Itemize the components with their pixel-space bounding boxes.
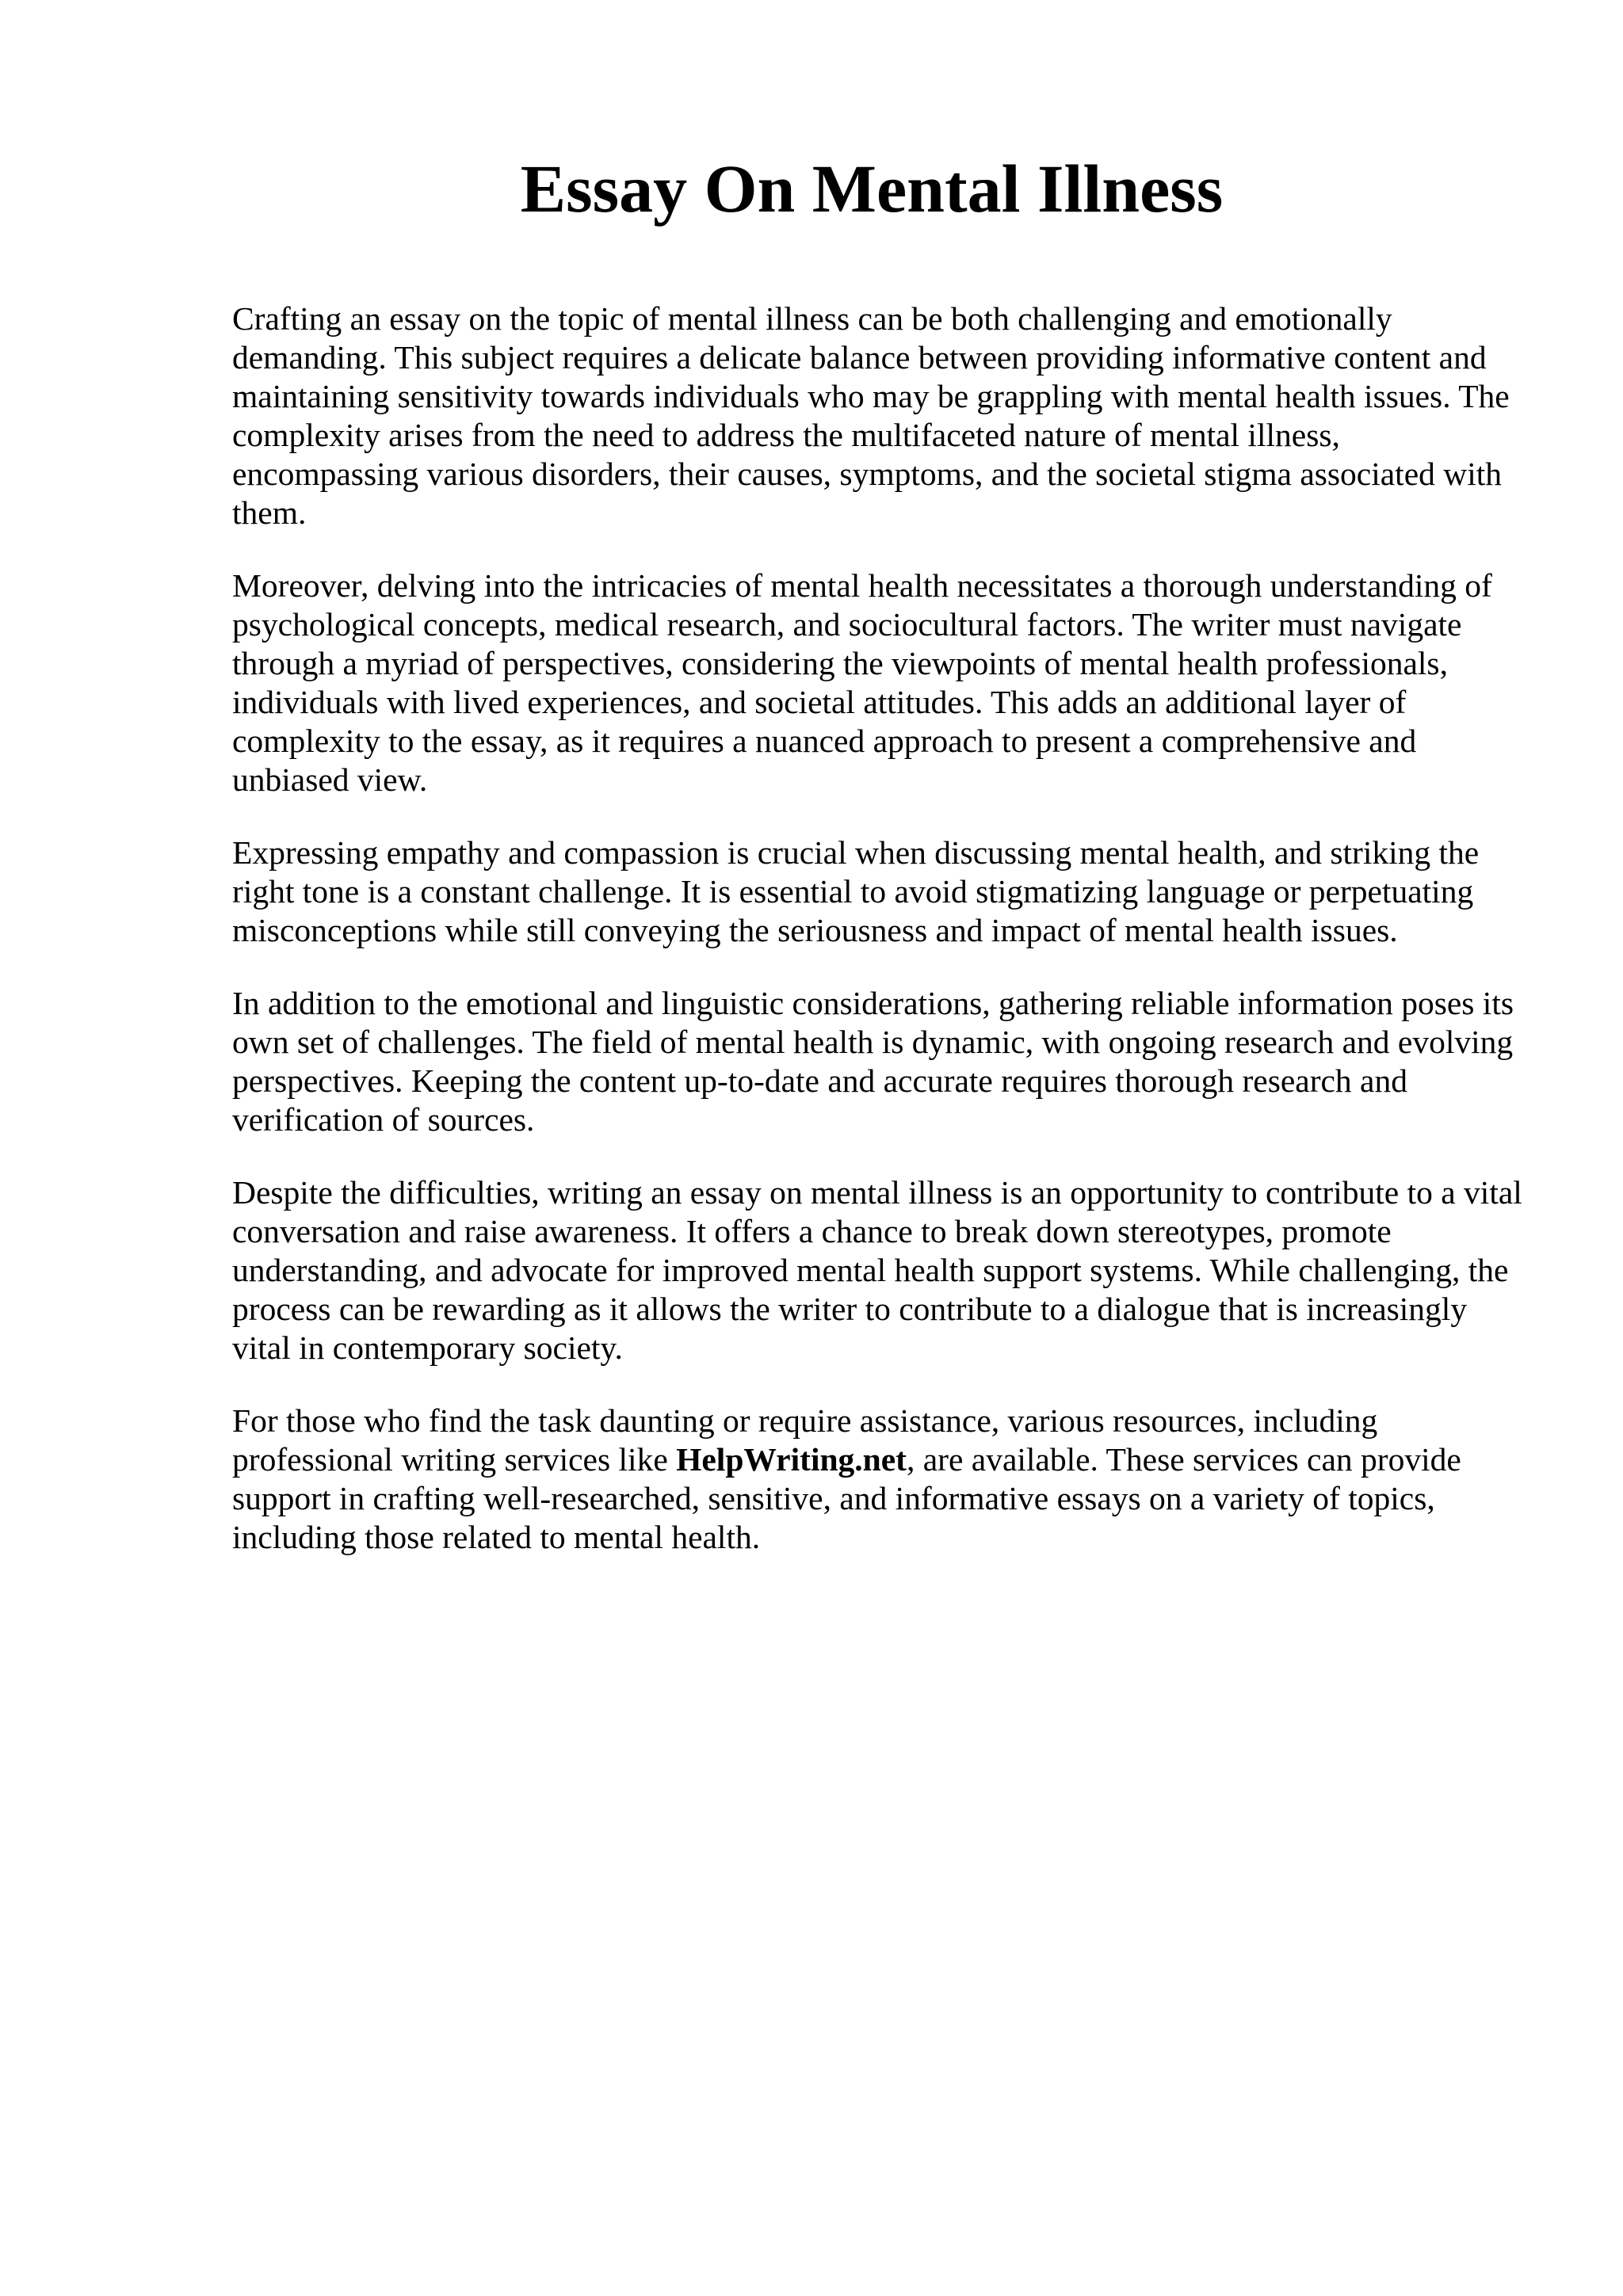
closing-text-before: For those who find the task daunting or require assistance, various resources, including professional writing services like	[232, 1402, 1378, 1478]
brand-name: HelpWriting.net	[676, 1441, 907, 1478]
paragraph-2: Moreover, delving into the intricacies of mental health necessitates a thorough understanding of psychological concepts, medical research, and sociocultural factors. The writer must navigate through a myriad of perspectives, considering the viewpoints of mental health professionals, individuals with lived experiences, and societal attitudes. This adds an additional layer of complexity to the essay, as it requires a nuanced approach to present a comprehensive and unbiased view.	[232, 567, 1492, 798]
paragraph-4: In addition to the emotional and linguistic considerations, gathering reliable information poses its own set of challenges. The field of mental health is dynamic, with ongoing research and evolving perspectives. Keeping the content up-to-date and accurate requires thorough research and verification of sources.	[232, 985, 1514, 1138]
paragraph-6-closing	[232, 1402, 1532, 1557]
paragraph-3: Expressing empathy and compassion is crucial when discussing mental health, and striking the right tone is a constant challenge. It is essential to avoid stigmatizing language or perpetuating misconceptions while still conveying the seriousness and impact of mental health issues.	[232, 834, 1480, 948]
closing-text-after: , are available. These services can provide support in crafting well-researched, sensitive, and informative essays on a variety of topics, including those related to mental health.	[232, 1441, 1461, 1555]
paragraph-5: Despite the difficulties, writing an essay on mental illness is an opportunity to contribute to a vital conversation and raise awareness. It offers a chance to break down stereotypes, promote understanding, and advocate for improved mental health support systems. While challenging, the process can be rewarding as it allows the writer to contribute to a dialogue that is increasingly vital in contemporary society.	[232, 1174, 1522, 1366]
page-title: Essay On Mental Illness	[520, 151, 1224, 227]
essay-body	[232, 299, 1532, 1591]
paragraph-1: Crafting an essay on the topic of mental illness can be both challenging and emotionally demanding. This subject requires a delicate balance between providing informative content and maintaining sensitivity towards individuals who may be grappling with mental health issues. The complexity arises from the need to address the multifaceted nature of mental illness, encompassing various disorders, their causes, symptoms, and the societal stigma associated with them.	[232, 300, 1510, 531]
